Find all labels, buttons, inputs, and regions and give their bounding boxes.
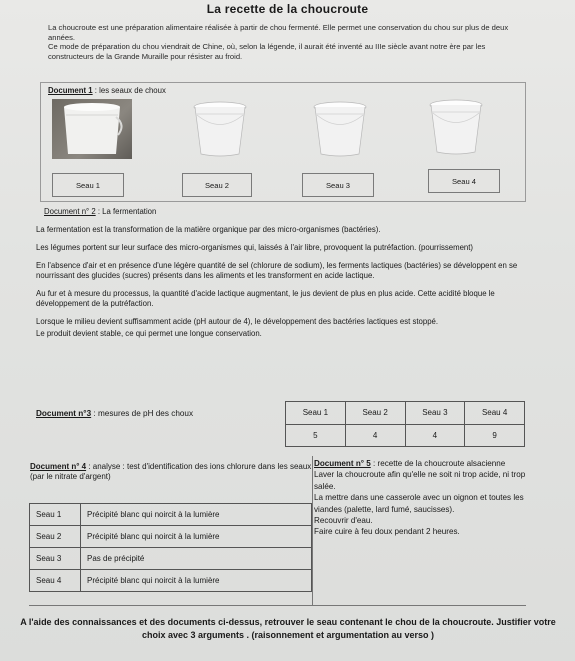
document-4-label: Document n° 4 [30,462,87,471]
document-2-paragraph: La fermentation est la transformation de la matière organique par des micro-organismes (bactéries). [36,225,381,234]
table-row [30,548,312,570]
ph-value-cell: 4 [345,424,405,447]
document-1-label: Document 1 [48,86,93,95]
document-2 [36,207,526,347]
document-2-label: Document n° 2 [44,207,96,216]
document-1-heading [48,86,166,95]
document-5-caption: : recette de la choucroute alsacienne [370,459,506,468]
table-row [30,504,312,526]
intro-paragraph: La choucroute est une préparation alimentaire réalisée à partir de chou fermenté. Elle permet une conservation du chou sur plus de deux années. [48,23,509,42]
document-3-heading [36,409,193,418]
document-2-paragraph: Les légumes portent sur leur surface des micro-organismes qui, laissés à l'air libre, provoquent la putréfaction. (pourrissement) [36,243,474,252]
document-4-heading [30,462,312,482]
intro-text [48,23,518,61]
bucket-label: Seau 3 [302,173,374,197]
document-5 [314,458,534,538]
bucket-2-icon [192,100,248,158]
chloride-test-table [29,503,312,592]
document-2-paragraph: Le produit devient stable, ce qui permet une longue conservation. [36,329,262,338]
ph-value-cell: 9 [465,424,525,447]
recipe-step: La mettre dans une casserole avec un oignon et toutes les viandes (palette, lard fumé, saucisses). [314,493,524,514]
bucket-1-photo [52,99,132,159]
result-cell: Précipité blanc qui noircit à la lumière [81,504,312,526]
result-cell: Pas de précipité [81,548,312,570]
seau-cell: Seau 1 [30,504,81,526]
recipe-step: Recouvrir d'eau. [314,516,373,526]
result-cell: Précipité blanc qui noircit à la lumière [81,526,312,548]
table-row [30,570,312,592]
document-4-caption: : analyse : test d'identification des ions chlorure dans les seaux (par le nitrate d'argent) [30,462,312,481]
document-2-paragraph: Au fur et à mesure du processus, la quantité d'acide lactique augmentant, le jus devient de plus en plus acide. Cette acidité bloque le développement de la putréfaction. [36,289,495,308]
question-text: A l'aide des connaissances et des documents ci-dessus, retrouver le seau contenant le chou de la choucroute. Justifier votre choix avec 3 arguments . (raisonnement et argumentation au verso ) [20,617,556,640]
document-5-heading [314,458,534,469]
table-header-cell: Seau 4 [465,402,525,425]
ph-value-cell: 5 [286,424,346,447]
document-5-divider [312,456,313,606]
table-header-cell: Seau 3 [405,402,465,425]
result-cell: Précipité blanc qui noircit à la lumière [81,570,312,592]
document-2-caption: : La fermentation [95,207,157,216]
ph-table [285,401,525,447]
document-3-label: Document n°3 [36,409,92,418]
recipe-step: Laver la choucroute afin qu'elle ne soit ni trop acide, ni trop salée. [314,470,526,491]
table-header-cell: Seau 2 [345,402,405,425]
documents-bottom-divider [29,605,526,606]
document-3-caption: : mesures de pH des choux [91,409,194,418]
seau-cell: Seau 2 [30,526,81,548]
seau-cell: Seau 4 [30,570,81,592]
table-row [30,526,312,548]
document-2-paragraph: En l'absence d'air et en présence d'une légère quantité de sel (chlorure de sodium), les ferments lactiques (bactéries) se développent en se nourrissant des glucides (sucres) présents dans les aliments et les transforment en acide lactique. [36,261,518,280]
bucket-label: Seau 2 [182,173,252,197]
seau-cell: Seau 3 [30,548,81,570]
document-1-caption: : les seaux de choux [92,86,166,95]
document-2-heading [44,207,526,217]
page-title: La recette de la choucroute [206,2,369,16]
bucket-label: Seau 1 [52,173,124,197]
document-5-label: Document n° 5 [314,459,371,468]
recipe-step: Faire cuire à feu doux pendant 2 heures. [314,527,460,537]
bucket-3-icon [312,100,368,158]
intro-paragraph: Ce mode de préparation du chou viendrait de Chine, où, selon la légende, il aurait été inventé au IIIe siècle avant notre ère par les constructeurs de la Grande Muraille pour résister au froid. [48,42,486,61]
document-2-paragraph: Lorsque le milieu devient suffisamment acide (pH autour de 4), le développement des bactéries lactiques est stoppé. [36,317,439,326]
bucket-label: Seau 4 [428,169,500,193]
table-row [286,402,525,425]
table-header-cell: Seau 1 [286,402,346,425]
table-row [286,424,525,447]
bucket-4-icon [428,98,484,156]
ph-value-cell: 4 [405,424,465,447]
